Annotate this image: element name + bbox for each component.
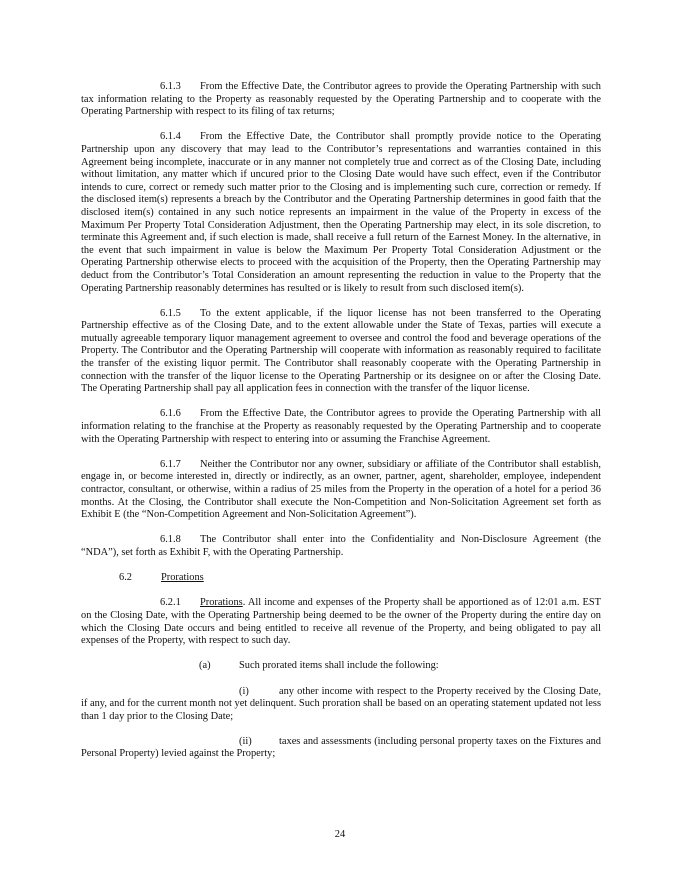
- paragraph-text: To the extent applicable, if the liquor license has not been transferred to the Operating Partnership effective as of the Closing Date, and to the extent allowable under the State of Texas, parties will execute a mutually agreeable temporary liquor management agreement to oversee and control the food and beverage operations of the Property. The Contributor and the Operating Partnership will cooperate with information as reasonably required to facilitate the transfer of the existing liquor permit. The Contributor shall reasonably cooperate with the Operating Partnership in connection with the transfer of the liquor license to the Operating Partnership or its designee on or after the Closing Date. The Operating Partnership shall pay all application fees in connection with the transfer of the liquor license.: [81, 307, 601, 395]
- list-item-ii: [81, 736, 601, 761]
- list-label: (a): [199, 660, 211, 672]
- section-6-2-heading: [81, 572, 601, 585]
- section-number: 6.2: [119, 572, 132, 584]
- list-text: any other income with respect to the Property received by the Closing Date, if any, and for the current month not yet delinquent. Such proration shall be based on an operating statement updated not less than 1 day prior to the Closing Date;: [81, 685, 601, 722]
- list-item-i: [81, 686, 601, 724]
- paragraph-text: From the Effective Date, the Contributor agrees to provide the Operating Partnership with such tax information relating to the Property as reasonably requested by the Operating Partnership and to cooperate with the Operating Partnership with respect to its filing of tax returns;: [81, 81, 601, 118]
- section-number: 6.1.3: [160, 81, 181, 92]
- paragraph-6-1-3: [81, 81, 601, 119]
- paragraph-text: From the Effective Date, the Contributor agrees to provide the Operating Partnership with all information relating to the franchise at the Property as reasonably requested by the Operating Partnership and to cooperate with the Operating Partnership with respect to entering into or assuming the Franchise Agreement.: [81, 408, 601, 445]
- page-number: 24: [334, 829, 346, 840]
- paragraph-6-2-1: [81, 597, 601, 647]
- document-page: [81, 81, 601, 761]
- paragraph-6-1-5: [81, 308, 601, 396]
- list-text: taxes and assessments (including personal property taxes on the Fixtures and Personal Property) levied against the Property;: [81, 735, 601, 760]
- section-number: 6.1.5: [160, 307, 181, 319]
- paragraph-6-1-4: [81, 131, 601, 295]
- paragraph-heading: Prorations: [200, 597, 243, 609]
- paragraph-6-1-8: [81, 534, 601, 559]
- list-label: (ii): [239, 735, 252, 747]
- paragraph-6-1-6: [81, 408, 601, 446]
- paragraph-text: The Contributor shall enter into the Confidentiality and Non-Disclosure Agreement (the “NDA”), set forth as Exhibit F, with the Operating Partnership.: [81, 534, 601, 558]
- paragraph-text: Neither the Contributor nor any owner, subsidiary or affiliate of the Contributor shall establish, engage in, or become interested in, directly or indirectly, as an owner, partner, agent, shareholder, employee, independent contractor, consultant, or otherwise, within a radius of 25 miles from the Property in the operation of a hotel for a period 36 months. At the Closing, the Contributor shall execute the Non-Competition and Non-Solicitation Agreement set forth as Exhibit E (the “Non-Competition Agreement and Non-Solicitation Agreement”).: [81, 458, 601, 521]
- section-number: 6.1.4: [160, 131, 181, 143]
- paragraph-6-1-7: [81, 459, 601, 522]
- section-number: 6.2.1: [160, 597, 181, 609]
- section-number: 6.1.8: [160, 534, 181, 546]
- list-text: Such prorated items shall include the following:: [239, 660, 439, 672]
- section-heading: Prorations: [161, 572, 204, 584]
- section-number: 6.1.6: [160, 408, 181, 420]
- paragraph-text: . All income and expenses of the Property shall be apportioned as of 12:01 a.m. EST on the Closing Date, with the Operating Partnership being deemed to be the owner of the Property during the entire day on which the Closing Date occurs and being entitled to receive all revenue of the Property, and being obligated to pay all expenses of the Property, with respect to such day.: [81, 597, 601, 647]
- section-number: 6.1.7: [160, 458, 181, 470]
- paragraph-text: From the Effective Date, the Contributor shall promptly provide notice to the Operating Partnership upon any discovery that may lead to the Contributor’s representations and warranties contained in this Agreement being incomplete, inaccurate or in any manner not completely true and correct as of the Closing Date, including without limitation, any matter which if uncured prior to the Closing Date would have such effect, even if the Contributor intends to cure, correct or remedy such matter prior to the Closing and is implementing such cure, correction or remedy. If the disclosed item(s) represents a breach by the Contributor and the Operating Partnership determines in good faith that the disclosed item(s) contained in any such notice represents an impairment in the value of the Property in excess of the Maximum Per Property Total Consideration Adjustment, then the Operating Partnership may elect, in its sole discretion, to terminate this Agreement and, if such election is made, shall receive a full return of the Earnest Money. In the alternative, in the event that such impairment in value is below the Maximum Per Property Total Consideration Adjustment or the Operating Partnership otherwise elects to proceed with the acquisition of the Property, then the Operating Partnership may deduct from the Contributor’s Total Consideration an amount representing the reduction in value to the Property that the Operating Partnership reasonably determines has resulted or is likely to result from such disclosed item(s).: [81, 131, 601, 294]
- list-item-a: [81, 660, 601, 673]
- list-label: (i): [239, 685, 249, 697]
